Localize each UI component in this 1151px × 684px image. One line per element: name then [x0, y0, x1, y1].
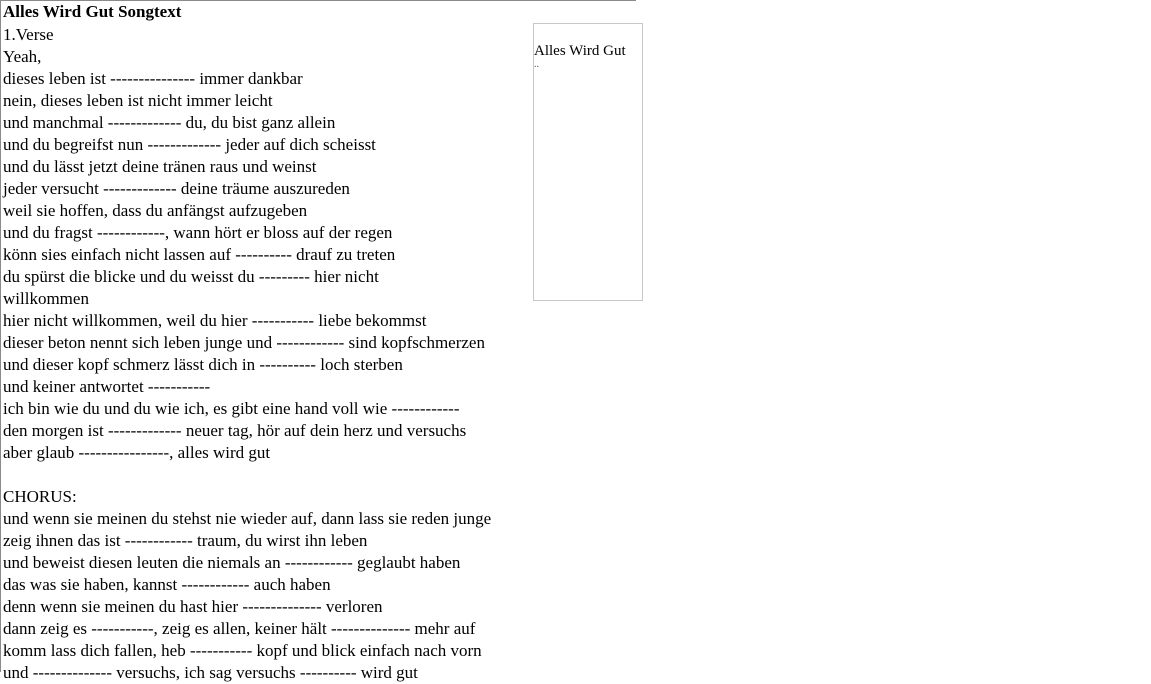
lyric-line: und dieser kopf schmerz lässt dich in ---------- loch sterben [3, 355, 403, 374]
lyric-line: den morgen ist ------------- neuer tag, hör auf dein herz und versuchs [3, 421, 467, 440]
lyric-line: und du fragst ------------, wann hört er bloss auf der regen [3, 223, 393, 242]
lyric-line: dieser beton nennt sich leben junge und ------------ sind kopfschmerzen [3, 333, 485, 352]
lyric-line: das was sie haben, kannst ------------ auch haben [3, 575, 331, 594]
lyric-line: Yeah, [3, 47, 42, 66]
lyric-line: und manchmal ------------- du, du bist ganz allein [3, 113, 336, 132]
lyric-line [3, 464, 633, 486]
lyric-line: komm lass dich fallen, heb ----------- kopf und blick einfach nach vorn [3, 641, 482, 660]
lyric-line: zeig ihnen das ist ------------ traum, du wirst ihn leben [3, 531, 368, 550]
lyric-line: und keiner antwortet ----------- [3, 377, 211, 396]
lyric-line: CHORUS: [3, 487, 77, 506]
lyric-line: denn wenn sie meinen du hast hier -------------- verloren [3, 597, 383, 616]
lyric-line: ich bin wie du und du wie ich, es gibt eine hand voll wie ------------ [3, 399, 460, 418]
lyric-line: hier nicht willkommen, weil du hier ----------- liebe bekommst [3, 311, 427, 330]
lyric-line: und du begreifst nun ------------- jeder auf dich scheisst [3, 135, 376, 154]
side-panel [533, 23, 643, 301]
lyric-line: dieses leben ist --------------- immer dankbar [3, 69, 303, 88]
side-panel-dots: .. [534, 59, 539, 70]
lyric-line: jeder versucht ------------- deine träume auszureden [3, 179, 350, 198]
side-panel-title: Alles Wird Gut [534, 43, 626, 59]
lyric-line: willkommen [3, 289, 89, 308]
lyric-line: aber glaub ----------------, alles wird gut [3, 443, 271, 462]
lyric-line: weil sie hoffen, dass du anfängst aufzugeben [3, 201, 308, 220]
lyric-line: und du lässt jetzt deine tränen raus und weinst [3, 157, 317, 176]
lyric-line: könn sies einfach nicht lassen auf ---------- drauf zu treten [3, 245, 396, 264]
lyric-line: und wenn sie meinen du stehst nie wieder auf, dann lass sie reden junge [3, 509, 492, 528]
lyric-line: 1.Verse [3, 25, 54, 44]
lyric-line: du spürst die blicke und du weisst du --------- hier nicht [3, 267, 379, 286]
lyric-line: nein, dieses leben ist nicht immer leicht [3, 91, 273, 110]
page-title: Alles Wird Gut Songtext [3, 2, 182, 21]
lyric-line: und -------------- versuchs, ich sag versuchs ---------- wird gut [3, 663, 418, 682]
lyric-line: dann zeig es -----------, zeig es allen, keiner hält -------------- mehr auf [3, 619, 476, 638]
lyric-line: und beweist diesen leuten die niemals an ------------ geglaubt haben [3, 553, 461, 572]
